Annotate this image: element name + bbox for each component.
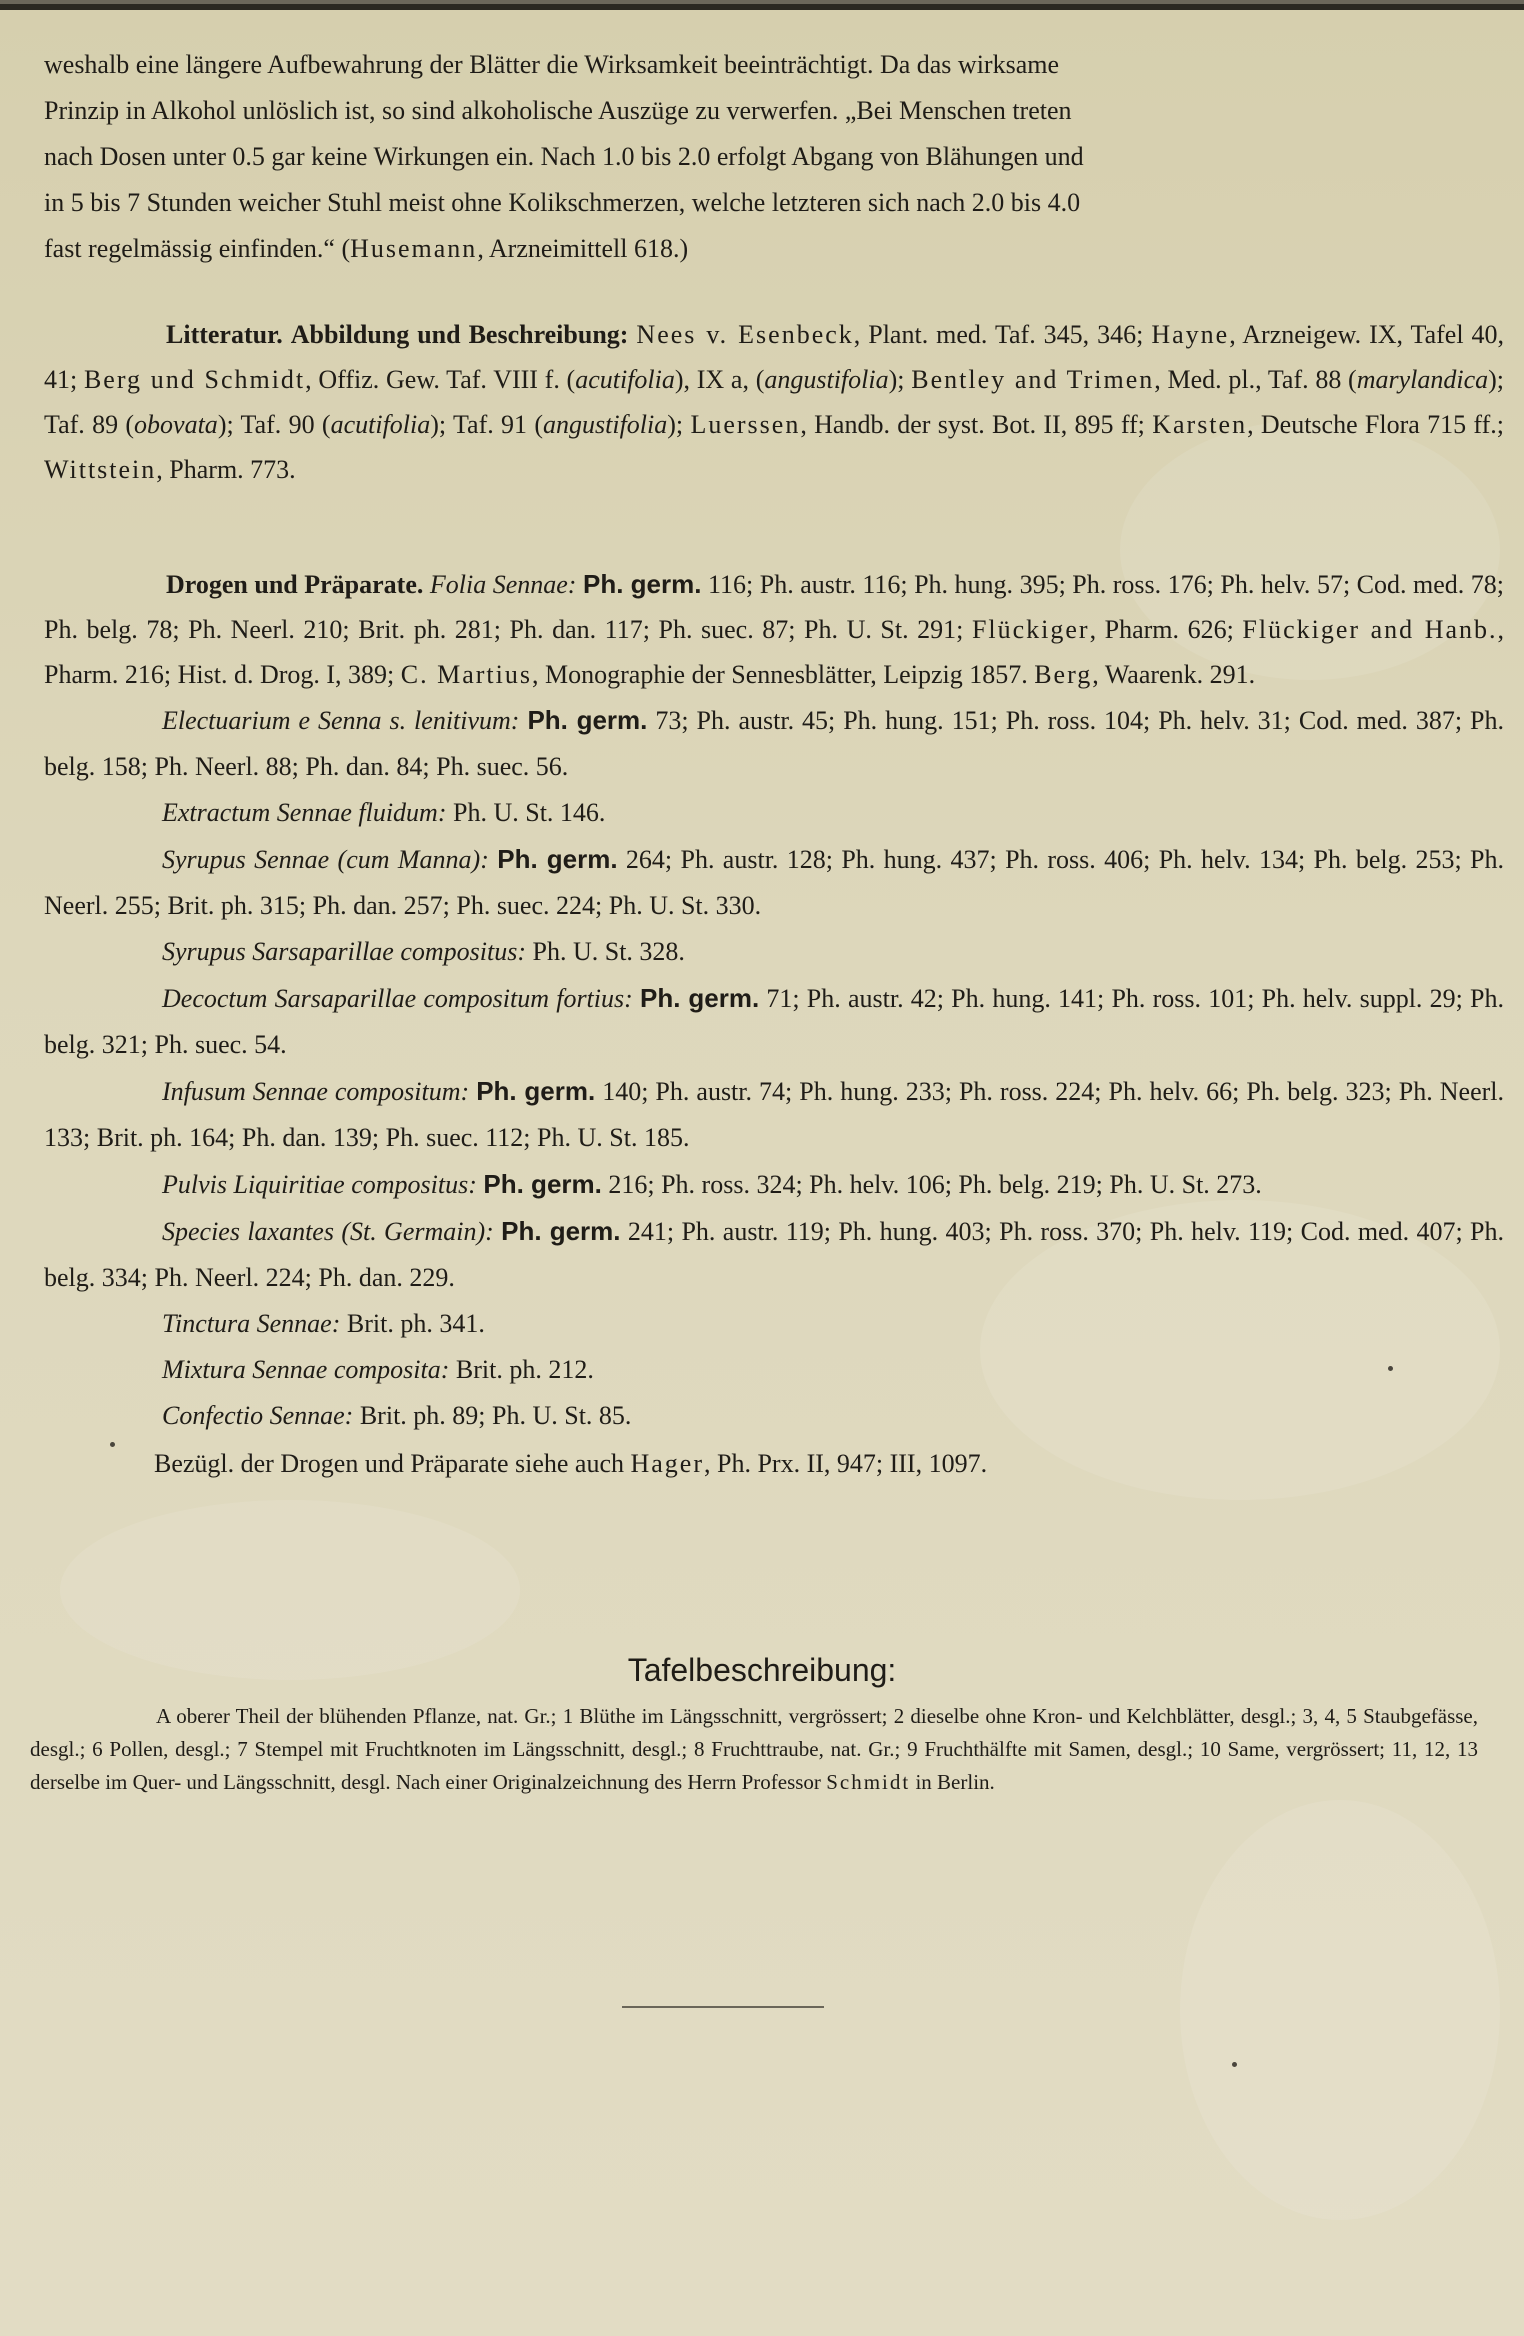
literature-section <box>44 312 1504 492</box>
drugs-section <box>44 562 1504 1487</box>
species-name: obovata <box>134 410 218 439</box>
preparation-entry <box>44 1393 1504 1439</box>
literature-paragraph <box>44 312 1504 492</box>
preparation-entry <box>44 1347 1504 1393</box>
text-span: 116; Ph. austr. 116; Ph. hung. 395; Ph. ross. 176; Ph. helv. 57; Cod. med. 78; Ph. belg. 78; Ph. Neerl. 210; Brit. ph. 281; Ph. dan. 117; Ph. suec. 87; Ph. U. St. 291; <box>44 570 1505 644</box>
text-span: , Med. pl., Taf. 88 ( <box>1154 365 1357 394</box>
text-span: , Pharm. 216; Hist. d. Drog. I, 389; <box>44 615 1505 689</box>
preparation-name: Syrupus Sarsaparillae compositus: <box>162 937 526 966</box>
text-span: ); Taf. 90 ( <box>217 410 331 439</box>
preparations-list <box>44 697 1504 1439</box>
preparation-references: Ph. U. St. 146. <box>453 798 606 827</box>
section-label: Litteratur. <box>166 320 283 349</box>
author-name: Luerssen <box>690 410 801 439</box>
preparation-name: Confectio Sennae: <box>162 1401 354 1430</box>
text-line <box>44 226 1504 272</box>
author-name: Flückiger <box>971 615 1090 644</box>
text-span: , Pharm. 626; <box>1089 615 1234 644</box>
drugs-paragraph <box>44 562 1504 697</box>
preparation-references: Ph. U. St. 328. <box>532 937 685 966</box>
text-span: ); <box>888 365 905 394</box>
preparation-name: Electuarium e Senna s. lenitivum: <box>162 706 520 735</box>
text-line: weshalb eine längere Aufbewahrung der Blätter die Wirksamkeit beeinträchtigt. Da das wirksame <box>44 50 1060 79</box>
species-name: angustifolia <box>543 410 668 439</box>
preparation-entry <box>44 929 1504 975</box>
text-span: A oberer Theil der blühenden Pflanze, nat. Gr.; 1 Blüthe im Längsschnitt, vergrössert; 2 dieselbe ohne Kron- und Kelchblätter, desgl.; 3, 4, 5 Staubgefässe, desgl.; 6 Pollen, desgl.; 7 Stempel mit Fruchtknoten im Längsschnitt, desgl.; 8 Fruchttraube, nat. Gr.; 9 Fruchthälfte mit Samen, desgl.; 10 Same, vergrössert; 11, 12, 13 derselbe im Quer- und Längsschnitt, desgl. Nach einer Originalzeichnung des Herrn Professor <box>30 1704 1478 1794</box>
text-span: , Ph. Prx. II, 947; III, 1097. <box>704 1449 988 1478</box>
plate-description <box>30 1700 1478 1799</box>
section-divider <box>622 2006 824 2008</box>
preparation-name: Pulvis Liquiritiae compositus: <box>162 1170 477 1199</box>
text-span: , Arzneigew. IX, Tafel 40, 41; <box>44 320 1505 394</box>
preparation-name: Infusum Sennae compositum: <box>162 1077 470 1106</box>
author-name: C. Martius <box>400 660 532 689</box>
intro-paragraph <box>44 42 1504 272</box>
preparation-entry <box>44 1208 1504 1301</box>
author-name: Wittstein <box>44 455 157 484</box>
ink-speck <box>110 1442 115 1447</box>
author-name: Nees v. Esenbeck <box>636 320 854 349</box>
preparation-references: 73; Ph. austr. 45; Ph. hung. 151; Ph. ross. 104; Ph. helv. 31; Cod. med. 387; Ph. belg. 158; Ph. Neerl. 88; Ph. dan. 84; Ph. suec. 56. <box>44 706 1505 781</box>
species-name: acutifolia <box>575 365 675 394</box>
preparation-name: Extractum Sennae fluidum: <box>162 798 447 827</box>
preparation-name: Decoctum Sarsaparillae compositum fortius: <box>162 984 633 1013</box>
preparation-entry <box>44 1068 1504 1161</box>
ink-speck <box>1232 2062 1237 2067</box>
text-span: in Berlin. <box>915 1770 995 1794</box>
preparation-entry <box>44 836 1504 929</box>
preparation-entry <box>44 975 1504 1068</box>
preparation-references: Brit. ph. 341. <box>346 1309 485 1338</box>
preparation-references: 216; Ph. ross. 324; Ph. helv. 106; Ph. belg. 219; Ph. U. St. 273. <box>608 1170 1262 1199</box>
author-name: Flückiger and Hanb. <box>1242 615 1498 644</box>
species-name: marylandica <box>1356 365 1489 394</box>
pharmacopoeia-germ: Ph. germ. <box>483 1169 602 1199</box>
preparation-references: 140; Ph. austr. 74; Ph. hung. 233; Ph. ross. 224; Ph. helv. 66; Ph. belg. 323; Ph. Neerl. 133; Brit. ph. 164; Ph. dan. 139; Ph. suec. 112; Ph. U. St. 185. <box>44 1077 1504 1152</box>
pharmacopoeia-germ: Ph. germ. <box>582 569 702 599</box>
text-span: ); Taf. 91 ( <box>430 410 544 439</box>
preparation-references: Brit. ph. 89; Ph. U. St. 85. <box>359 1401 632 1430</box>
page-top-edge-highlight <box>0 0 1524 4</box>
preparation-entry <box>44 697 1504 790</box>
pharmacopoeia-germ: Ph. germ. <box>640 983 760 1013</box>
preparation-name: Syrupus Sennae (cum Manna): <box>162 845 489 874</box>
preparation-entry <box>44 790 1504 836</box>
preparation-references: 264; Ph. austr. 128; Ph. hung. 437; Ph. ross. 406; Ph. helv. 134; Ph. belg. 253; Ph. Neerl. 255; Brit. ph. 315; Ph. dan. 257; Ph. suec. 224; Ph. U. St. 330. <box>44 845 1504 920</box>
ink-speck <box>1388 1366 1393 1371</box>
preparation-references: Brit. ph. 212. <box>455 1355 594 1384</box>
text-line: Prinzip in Alkohol unlöslich ist, so sind alkoholische Auszüge zu verwerfen. „Bei Menschen treten <box>44 96 1072 125</box>
section-sublabel: Abbildung und Beschreibung: <box>290 320 629 349</box>
pharmacopoeia-germ: Ph. germ. <box>501 1216 621 1246</box>
preparation-name: Species laxantes (St. Germain): <box>162 1217 494 1246</box>
preparation-entry <box>44 1161 1504 1208</box>
pharmacopoeia-germ: Ph. germ. <box>527 705 648 735</box>
author-name: Karsten <box>1152 410 1248 439</box>
text-line: in 5 bis 7 Stunden weicher Stuhl meist ohne Kolikschmerzen, welche letzteren sich nach 2.0 bis 4.0 <box>44 188 1081 217</box>
text-span: fast regelmässig einfinden.“ ( <box>44 234 351 263</box>
author-name: Schmidt <box>826 1770 911 1794</box>
preparation-name: Mixtura Sennae composita: <box>162 1355 450 1384</box>
plate-description-heading: Tafelbeschreibung: <box>627 1652 897 1688</box>
text-span: ); Taf. 89 ( <box>44 365 1505 439</box>
author-name: Berg <box>1034 660 1093 689</box>
text-span: , Monographie der Sennesblätter, Leipzig 1857. <box>532 660 1028 689</box>
pharmacopoeia-germ: Ph. germ. <box>497 844 618 874</box>
author-name: Berg und Schmidt <box>83 365 306 394</box>
text-span: , Plant. med. Taf. 345, 346; <box>853 320 1144 349</box>
text-span: , Arzneimittell 618.) <box>477 234 689 263</box>
text-span: , Pharm. 773. <box>156 455 296 484</box>
pharmacopoeia-germ: Ph. germ. <box>476 1076 596 1106</box>
plate-description-text <box>30 1700 1478 1799</box>
preparation-name: Tinctura Sennae: <box>162 1309 341 1338</box>
drug-name: Folia Sennae: <box>429 570 577 599</box>
author-name: Hager <box>630 1449 704 1478</box>
text-span: , Waarenk. 291. <box>1092 660 1256 689</box>
text-span: , Offiz. Gew. Taf. VIII f. ( <box>305 365 576 394</box>
text-span: ); <box>667 410 684 439</box>
species-name: angustifolia <box>764 365 889 394</box>
text-span: , Handb. der syst. Bot. II, 895 ff; <box>800 410 1145 439</box>
preparation-references: 71; Ph. austr. 42; Ph. hung. 141; Ph. ross. 101; Ph. helv. suppl. 29; Ph. belg. 321; Ph. suec. 54. <box>44 984 1504 1059</box>
text-line: nach Dosen unter 0.5 gar keine Wirkungen ein. Nach 1.0 bis 2.0 erfolgt Abgang von Blähungen und <box>44 142 1084 171</box>
preparation-entry <box>44 1301 1504 1347</box>
text-span: , Deutsche Flora 715 ff.; <box>1247 410 1504 439</box>
author-name: Bentley and Trimen <box>911 365 1155 394</box>
preparation-references: 241; Ph. austr. 119; Ph. hung. 403; Ph. ross. 370; Ph. helv. 119; Cod. med. 407; Ph. belg. 334; Ph. Neerl. 224; Ph. dan. 229. <box>44 1217 1504 1292</box>
text-span: Bezügl. der Drogen und Präparate siehe auch <box>154 1449 624 1478</box>
author-name: Husemann <box>350 234 478 263</box>
species-name: acutifolia <box>330 410 431 439</box>
author-name: Hayne <box>1151 320 1230 349</box>
reference-note <box>44 1441 1504 1487</box>
section-label: Drogen und Präparate. <box>166 570 424 599</box>
text-span: ), IX a, ( <box>674 365 765 394</box>
show-through-shape <box>1180 1800 1500 2220</box>
